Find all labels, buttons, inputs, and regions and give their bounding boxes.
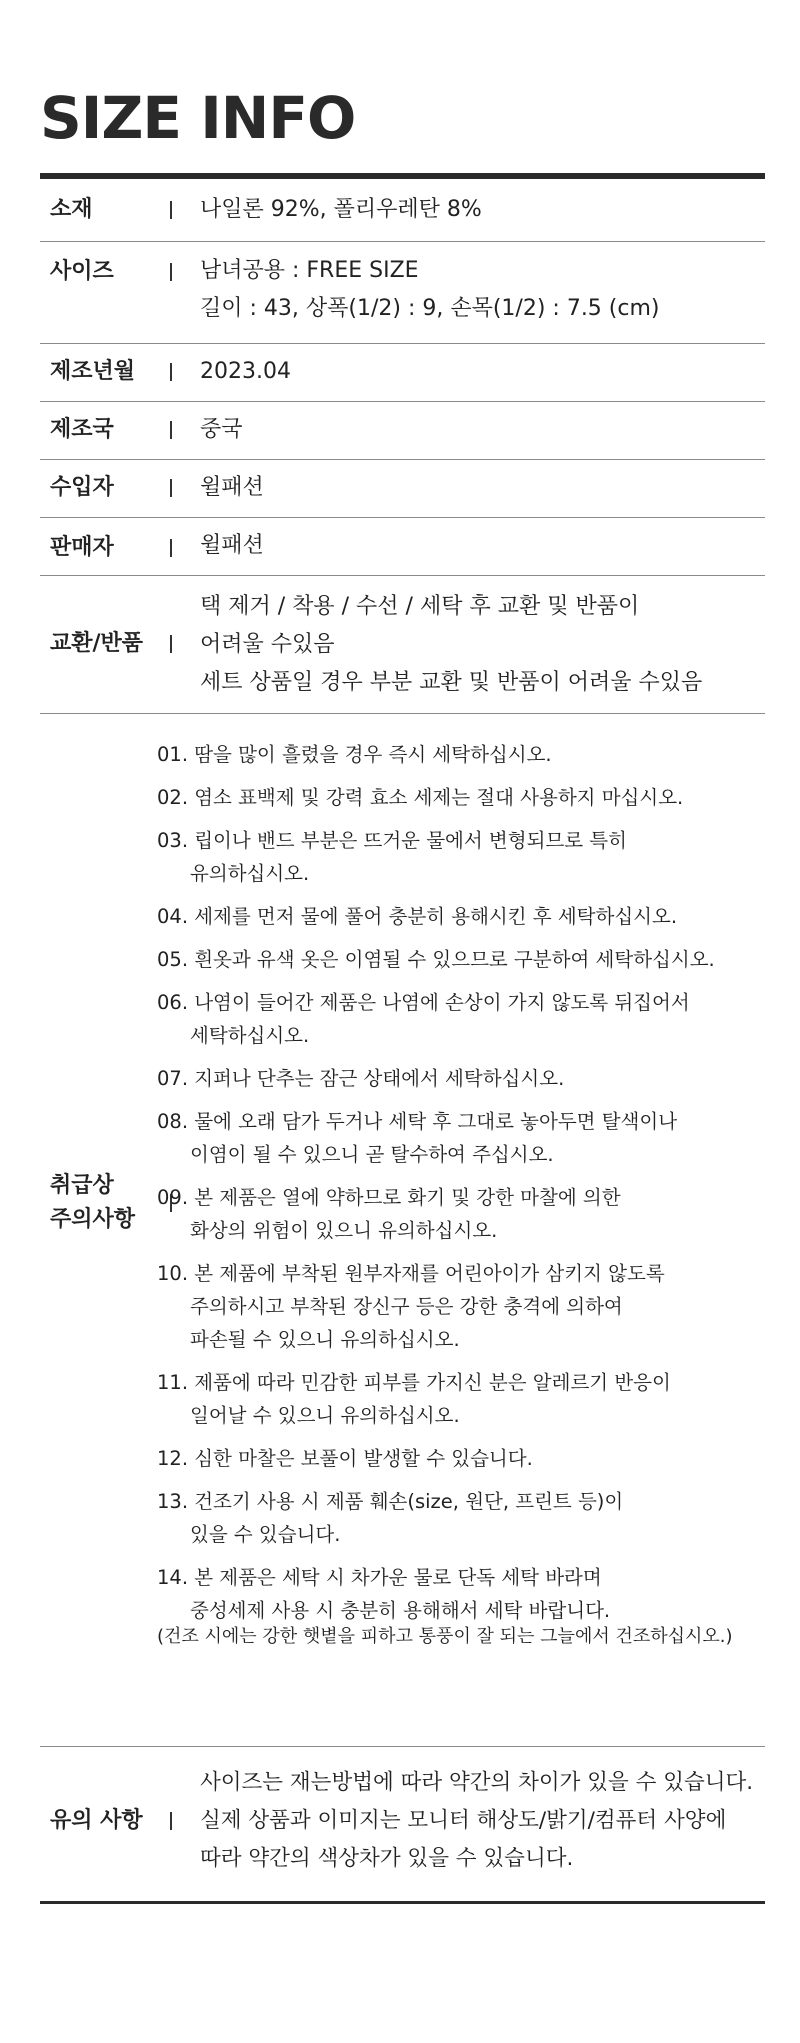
care-item-text: 12. 심한 마찰은 보풀이 발생할 수 있습니다. [157,1447,533,1470]
separator [170,363,172,381]
care-item [157,738,715,771]
row-exchange [40,576,765,714]
row-label: 사이즈 [50,259,114,284]
care-item-continuation: 세탁하십시오. [190,1024,310,1047]
care-item [157,1105,715,1171]
separator [170,635,172,653]
value-line: 사이즈는 재는방법에 따라 약간의 차이가 있을 수 있습니다. [200,1770,754,1795]
care-item [157,1062,715,1095]
care-item [157,1485,715,1551]
page-title: SIZE INFO [40,84,356,152]
care-item-text: 02. 염소 표백제 및 강력 효소 세제는 절대 사용하지 마십시오. [157,786,684,809]
care-item [157,1561,715,1627]
care-item [157,943,715,976]
care-item [157,1257,715,1356]
row-label: 소재 [50,197,93,222]
row-label [50,1169,135,1237]
row-value: 중국 [200,417,243,442]
care-item-continuation: 중성세제 사용 시 충분히 용해해서 세탁 바랍니다. [190,1599,611,1622]
care-item [157,986,715,1052]
row-label: 유의 사항 [50,1808,143,1833]
value-line: 따라 약간의 색상차가 있을 수 있습니다. [200,1846,574,1871]
row-label: 교환/반품 [50,631,144,656]
row-material [40,179,765,242]
care-item-continuation: 있을 수 있습니다. [190,1523,341,1546]
row-size [40,242,765,344]
row-label: 수입자 [50,475,114,500]
care-item-text: 06. 나염이 들어간 제품은 나염에 손상이 가지 않도록 뒤집어서 [157,991,690,1014]
care-item [157,824,715,890]
label-line: 취급상 [50,1173,114,1198]
care-instructions-list [157,738,715,1637]
care-item-continuation: 이염이 될 수 있으니 곧 탈수하여 주십시오. [190,1143,554,1166]
care-item-text: 05. 흰옷과 유색 옷은 이염될 수 있으므로 구분하여 세탁하십시오. [157,948,715,971]
row-value: 2023.04 [200,359,291,384]
care-item-continuation: 유의하십시오. [190,862,310,885]
row-manufactured [40,344,765,402]
care-item-text: 10. 본 제품에 부착된 원부자재를 어린아이가 삼키지 않도록 [157,1262,665,1285]
care-item-text: 04. 세제를 먼저 물에 풀어 충분히 용해시킨 후 세탁하십시오. [157,905,678,928]
care-item [157,900,715,933]
care-item-text: 03. 립이나 밴드 부분은 뜨거운 물에서 변형되므로 특히 [157,829,627,852]
care-item-continuation: 파손될 수 있으니 유의하십시오. [190,1328,460,1351]
label-line: 주의사항 [50,1207,136,1232]
value-line: 세트 상품일 경우 부분 교환 및 반품이 어려울 수있음 [200,670,703,695]
row-caution [40,1747,765,1901]
row-importer [40,460,765,518]
care-item-continuation: 주의하시고 부착된 장신구 등은 강한 충격에 의하여 [190,1295,623,1318]
care-item-text: 14. 본 제품은 세탁 시 차가운 물로 단독 세탁 바라며 [157,1566,602,1589]
care-item-continuation: 화상의 위험이 있으니 유의하십시오. [190,1219,498,1242]
row-country [40,402,765,460]
separator [170,201,172,219]
care-item-text: 11. 제품에 따라 민감한 피부를 가지신 분은 알레르기 반응이 [157,1371,671,1394]
care-item-text: 08. 물에 오래 담가 두거나 세탁 후 그대로 놓아두면 탈색이나 [157,1110,678,1133]
separator [170,479,172,497]
care-item [157,781,715,814]
row-value: 윌패션 [200,475,264,500]
value-line: 실제 상품과 이미지는 모니터 해상도/밝기/컴퓨터 사양에 [200,1808,727,1833]
value-line: 길이 : 43, 상폭(1/2) : 9, 손목(1/2) : 7.5 (cm) [200,296,660,321]
care-item-continuation: 일어날 수 있으니 유의하십시오. [190,1404,460,1427]
row-label: 제조국 [50,417,114,442]
separator [170,263,172,281]
care-item [157,1181,715,1247]
bottom-divider [40,1901,765,1904]
care-item-text: 07. 지퍼나 단추는 잠근 상태에서 세탁하십시오. [157,1067,565,1090]
row-seller [40,518,765,576]
value-line: 어려울 수있음 [200,632,335,657]
row-value [200,252,660,328]
care-item [157,1442,715,1475]
care-item-text: 09. 본 제품은 열에 약하므로 화기 및 강한 마찰에 의한 [157,1186,621,1209]
care-item-text: 13. 건조기 사용 시 제품 훼손(size, 원단, 프린트 등)이 [157,1490,624,1513]
row-value [200,1764,753,1878]
care-note: (건조 시에는 강한 햇볕을 피하고 통풍이 잘 되는 그늘에서 건조하십시오.) [157,1626,733,1647]
separator [170,421,172,439]
value-line: 택 제거 / 착용 / 수선 / 세탁 후 교환 및 반품이 [200,594,640,619]
row-value [200,588,702,702]
separator [170,539,172,557]
row-value: 윌패션 [200,533,264,558]
separator [170,1812,172,1830]
row-label: 판매자 [50,535,114,560]
row-label: 제조년월 [50,359,136,384]
row-value: 나일론 92%, 폴리우레탄 8% [200,197,482,222]
care-item-text: 01. 땀을 많이 흘렸을 경우 즉시 세탁하십시오. [157,743,552,766]
care-item [157,1366,715,1432]
value-line: 남녀공용 : FREE SIZE [200,258,419,283]
